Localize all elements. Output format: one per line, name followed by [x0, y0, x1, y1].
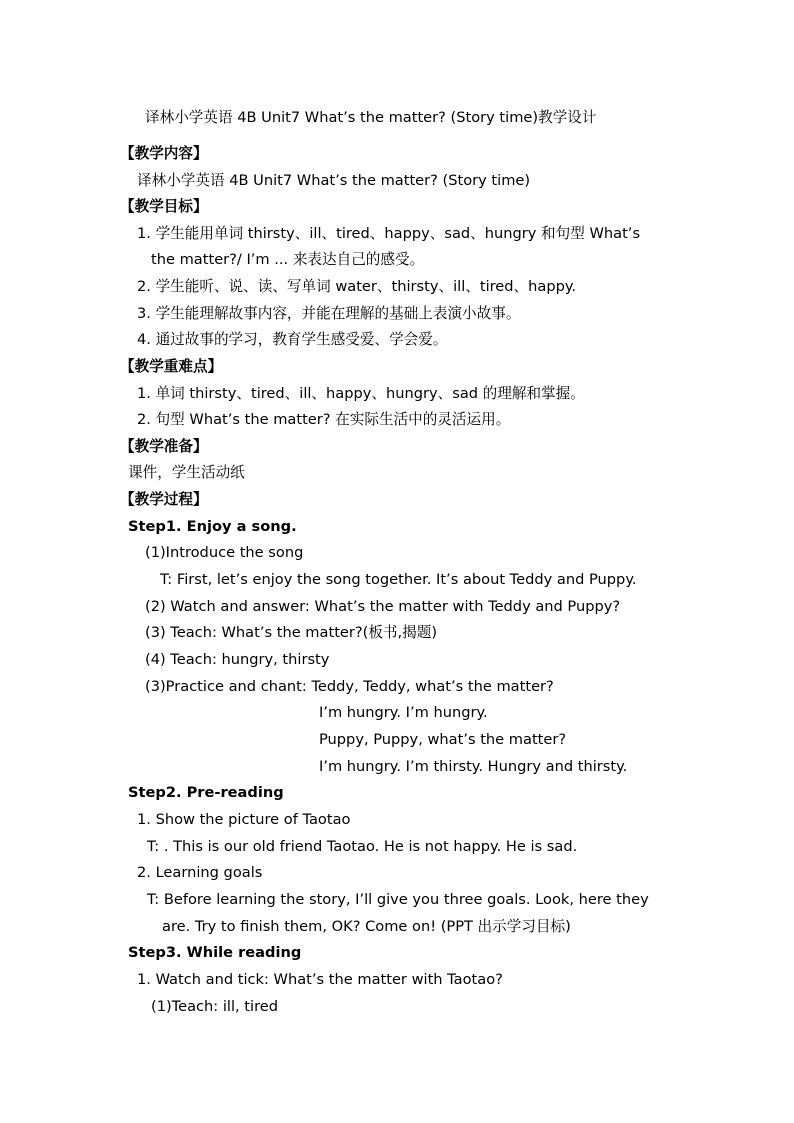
step1-line: (1)Introduce the song: [145, 544, 304, 561]
preparation-text: 课件，学生活动纸: [128, 464, 245, 481]
step1-title: Step1. Enjoy a song.: [128, 518, 297, 535]
step2-line: 2. Learning goals: [137, 864, 263, 881]
section-heading-key-points: 【教学重难点】: [120, 358, 223, 375]
key-point-item: 2. 句型 What’s the matter? 在实际生活中的灵活运用。: [137, 411, 511, 428]
step1-line: (3)Practice and chant: Teddy, Teddy, what’s the matter?: [145, 678, 554, 695]
goal-item: 2. 学生能听、说、读、写单词 water、thirsty、ill、tired、happy.: [137, 278, 577, 295]
section-heading-process: 【教学过程】: [120, 491, 208, 508]
step1-line: (4) Teach: hungry, thirsty: [145, 651, 330, 668]
section-heading-goals: 【教学目标】: [120, 198, 208, 215]
goal-item: 4. 通过故事的学习，教育学生感受爱、学会爱。: [137, 331, 448, 348]
step1-line: (2) Watch and answer: What’s the matter with Teddy and Puppy?: [145, 598, 621, 615]
step2-line: are. Try to finish them, OK? Come on! (PPT 出示学习目标): [162, 918, 571, 935]
step2-line: 1. Show the picture of Taotao: [137, 811, 351, 828]
content-text: 译林小学英语 4B Unit7 What’s the matter? (Story time): [137, 172, 531, 189]
goal-item: 1. 学生能用单词 thirsty、ill、tired、happy、sad、hungry 和句型 What’s: [137, 225, 641, 242]
document-title: 译林小学英语 4B Unit7 What’s the matter? (Story time)教学设计: [145, 109, 597, 126]
chant-line: I’m hungry. I’m hungry.: [319, 704, 488, 721]
step1-line: T: First, let’s enjoy the song together. It’s about Teddy and Puppy.: [160, 571, 637, 588]
goal-item: the matter?/ I’m ... 来表达自己的感受。: [151, 251, 425, 268]
step3-title: Step3. While reading: [128, 944, 302, 961]
chant-line: I’m hungry. I’m thirsty. Hungry and thirsty.: [319, 758, 628, 775]
step2-title: Step2. Pre-reading: [128, 784, 284, 801]
step2-line: T: Before learning the story, I’ll give you three goals. Look, here they: [147, 891, 649, 908]
goal-item: 3. 学生能理解故事内容，并能在理解的基础上表演小故事。: [137, 305, 521, 322]
section-heading-preparation: 【教学准备】: [120, 438, 208, 455]
step3-line: (1)Teach: ill, tired: [151, 998, 278, 1015]
key-point-item: 1. 单词 thirsty、tired、ill、happy、hungry、sad 的理解和掌握。: [137, 385, 585, 402]
section-heading-content: 【教学内容】: [120, 145, 208, 162]
step1-line: (3) Teach: What’s the matter?(板书,揭题): [145, 624, 438, 641]
step3-line: 1. Watch and tick: What’s the matter with Taotao?: [137, 971, 503, 988]
chant-line: Puppy, Puppy, what’s the matter?: [319, 731, 567, 748]
step2-line: T: . This is our old friend Taotao. He is not happy. He is sad.: [147, 838, 578, 855]
